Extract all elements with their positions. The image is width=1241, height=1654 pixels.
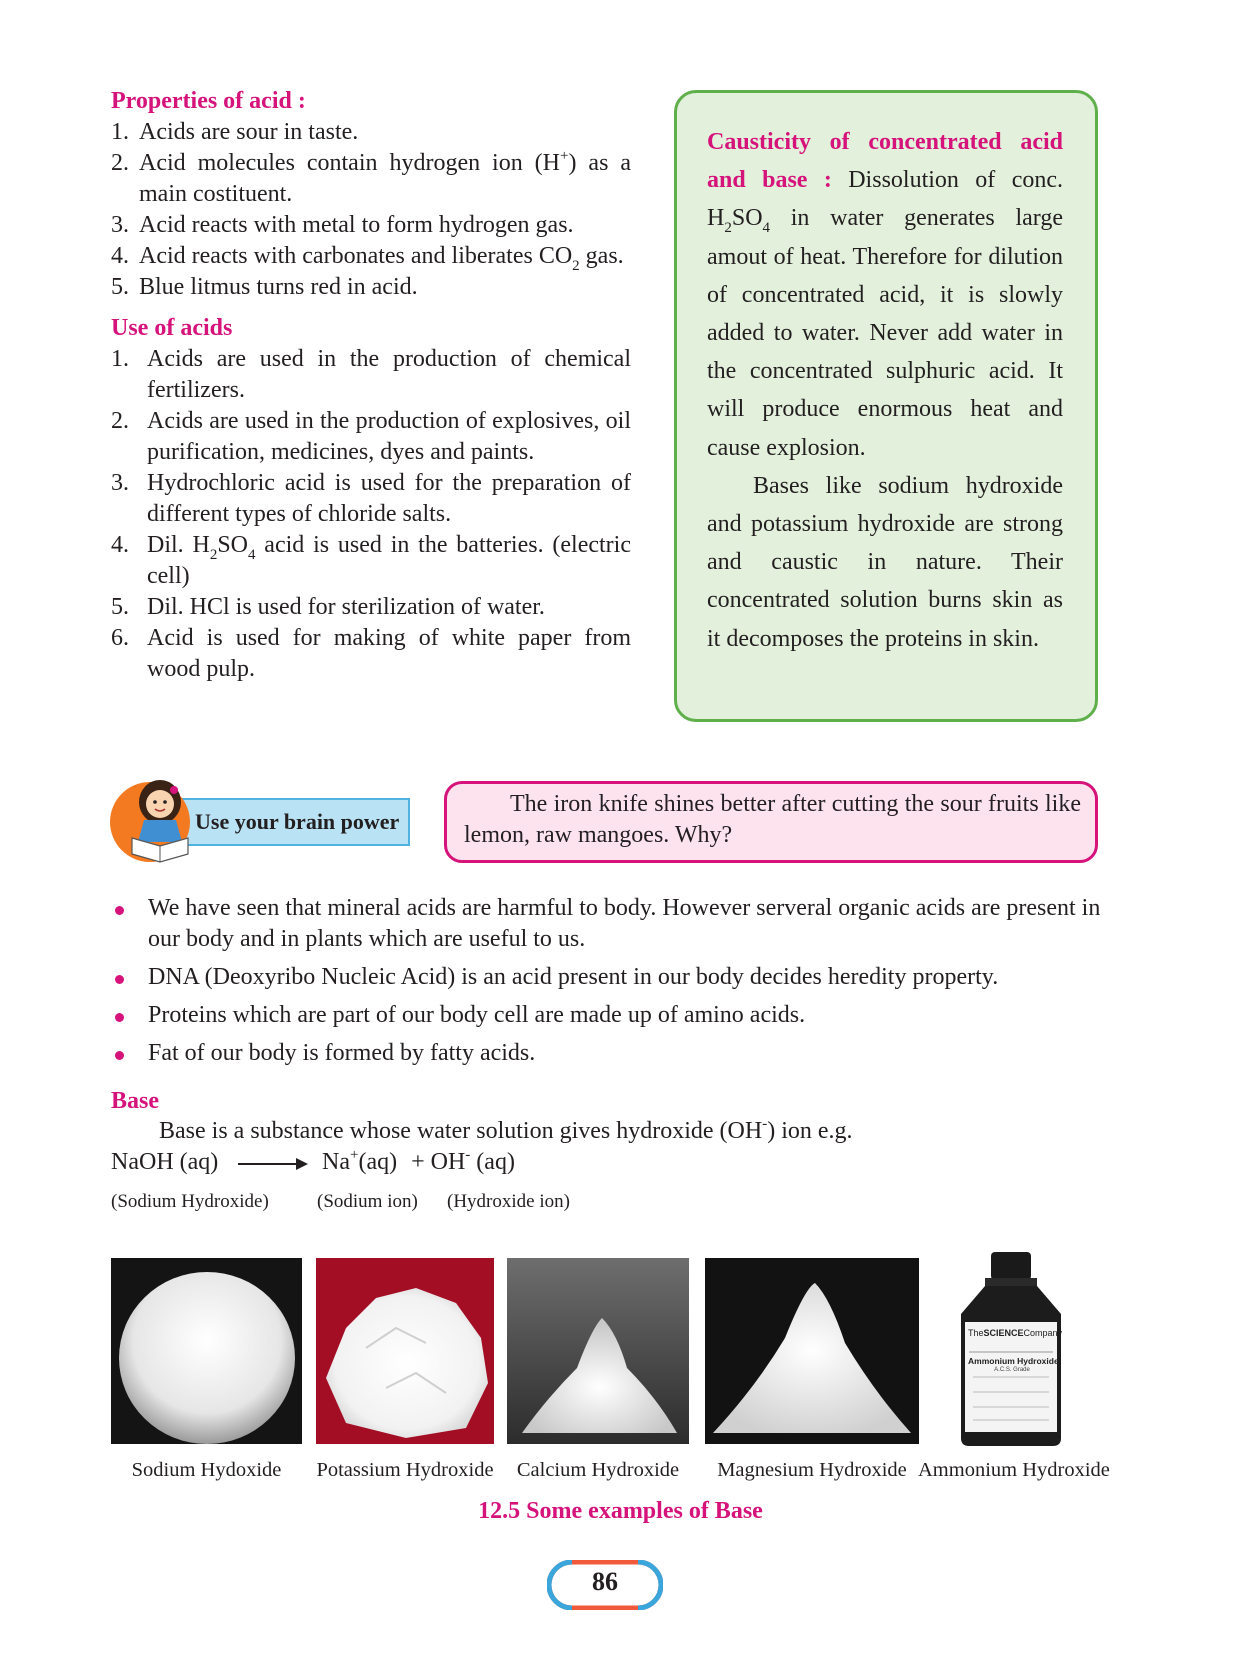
caption-calcium-hydroxide: Calcium Hydroxide [516,1459,680,1481]
photo-ammonium-hydroxide [955,1252,1067,1448]
page-number: 86 [592,1567,618,1596]
bottle-brand: TheSCIENCECompany [968,1328,1063,1338]
label-sodium-ion: (Sodium ion) [317,1191,418,1212]
list-item: DNA (Deoxyribo Nucleic Acid) is an acid present in our body decides heredity property. [111,962,1101,993]
brain-power-question: The iron knife shines better after cutting the sour fruits like lemon, raw mangoes. Why? [444,781,1098,863]
properties-heading: Properties of acid : [111,88,306,114]
photo-magnesium-hydroxide [705,1258,919,1444]
left-column [111,86,631,685]
photo-sodium-hydroxide [111,1258,302,1444]
photo-calcium-hydroxide [507,1258,689,1444]
list-item: 2. Acid molecules contain hydrogen ion (H+) as a main costituent. [111,148,632,207]
caption-sodium-hydroxide: Sodium Hydoxide [131,1459,282,1481]
list-item: Proteins which are part of our body cell are made up of amino acids. [111,1000,1101,1031]
properties-list [111,117,631,303]
figure-caption: 12.5 Some examples of Base [478,1498,763,1524]
reaction-arrow-icon [238,1155,308,1173]
list-item: 2. Acids are used in the production of explosives, oil purification, medicines, dyes and paints. [111,408,631,465]
causticity-heading: Causticity of concentrated acid and base : [707,129,1063,194]
list-item: 3. Acid reacts with metal to form hydrogen gas. [111,212,574,238]
list-item: 4. Acid reacts with carbonates and liberates $CO_2$ gas. [111,243,624,274]
equation-left: NaOH (aq) [111,1149,219,1175]
facts-list [111,893,1101,1076]
label-sodium-hydroxide: (Sodium Hydroxide) [111,1191,269,1212]
caption-magnesium-hydroxide: Magnesium Hydroxide [717,1459,907,1481]
photo-potassium-hydroxide [316,1258,494,1444]
bottle-icon [955,1252,1067,1448]
list-item: We have seen that mineral acids are harmful to body. However serveral organic acids are present in our body and in plants which are useful to us. [111,893,1101,955]
bottle-grade: A.C.S. Grade [994,1367,1030,1373]
uses-heading: Use of acids [111,315,233,341]
caption-potassium-hydroxide: Potassium Hydroxide [316,1459,494,1481]
base-heading: Base [111,1088,159,1114]
caption-ammonium-hydroxide: Ammonium Hydroxide [918,1459,1110,1481]
brain-power-label: Use your brain power [178,798,410,846]
causticity-para-1: Causticity of concentrated acid and base : Dissolution of conc. $H_2SO_4$ in water generates large amout of heat. Therefore for dilution of concentrated acid, it is slowly added to water. Never add water in the concentrated sulphuric acid. It will produce enormous heat and cause explosion. [707,129,1063,461]
equation-right: Na+(aq) + OH- (aq) [322,1147,515,1175]
label-hydroxide-ion: (Hydroxide ion) [447,1191,570,1212]
list-item: 4. Dil. $H_2SO_4$ acid is used in the batteries. (electric cell) [111,532,631,589]
causticity-para-2: Bases like sodium hydroxide and potassium hydroxide are strong and caustic in nature. Their concentrated solution burns skin as it decomposes the proteins in skin. [707,472,1063,652]
uses-list [111,344,631,685]
list-item: 1. Acids are sour in taste. [111,119,359,145]
list-item: 6. Acid is used for making of white paper from wood pulp. [111,625,631,682]
bottle-label: Ammonium Hydroxide [968,1356,1059,1366]
brain-power-badge [110,776,412,850]
list-item: Fat of our body is formed by fatty acids. [111,1038,1101,1069]
list-item: 5. Dil. HCl is used for sterilization of water. [111,594,545,620]
list-item: 3. Hydrochloric acid is used for the preparation of different types of chloride salts. [111,470,631,527]
reading-girl-icon [122,776,202,866]
list-item: 1. Acids are used in the production of chemical fertilizers. [111,346,631,403]
causticity-box [674,90,1098,722]
base-definition: Base is a substance whose water solution gives hydroxide (OH-) ion e.g. [159,1116,853,1144]
list-item: 5. Blue litmus turns red in acid. [111,274,418,300]
